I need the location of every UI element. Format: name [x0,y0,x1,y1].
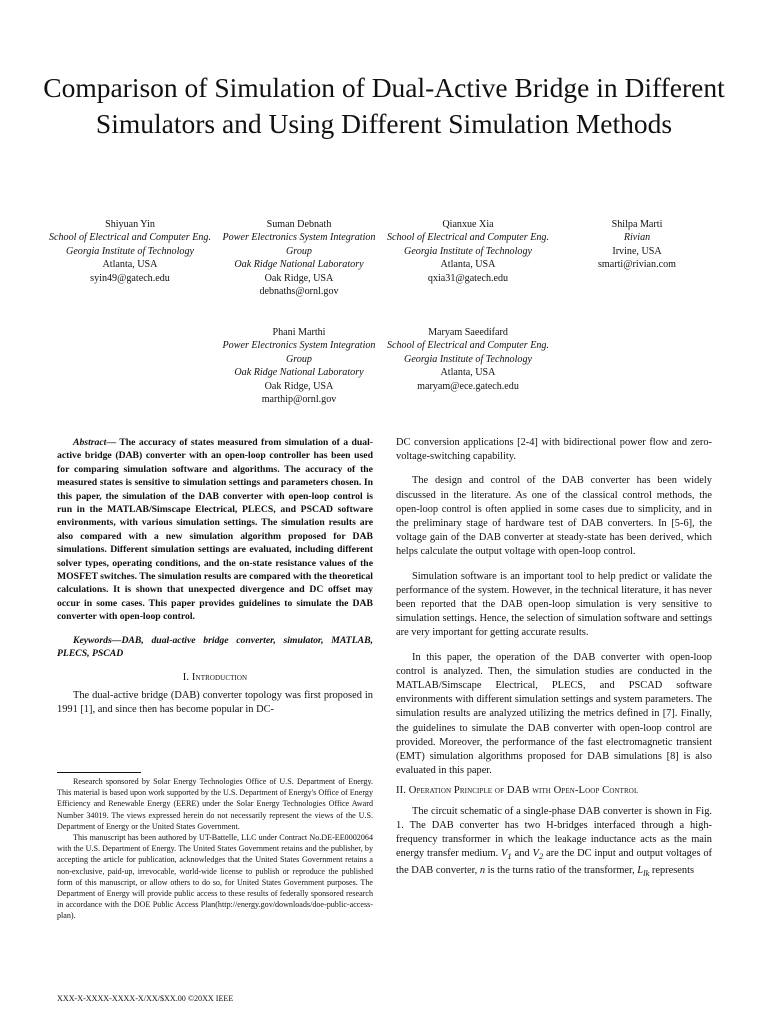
paragraph-this-paper: In this paper, the operation of the DAB converter with open-loop control is analyzed. Then, the simulation studies are conducted in the MATLAB/Simscape Electrical, PLECS, and PSCAD software environments with different simulation settings and system parameters. The simulation results are analyzed utilizing the metrics defined in [7]. Finally, the guidelines to simulate the DAB converter with open-loop control are provided. Moreover, the performance of the fast electromagnetic transient (EMT) simulation algorithms proposed for DAB simulations [8] is also evaluated in this paper. [396,651,712,777]
text-run: represents [649,864,695,876]
author-email[interactable]: maryam@ece.gatech.edu [417,380,519,392]
var-subscript: 2 [538,851,544,862]
author-name: Shiyuan Yin [105,219,155,230]
author-org: Georgia Institute of Technology [404,353,532,365]
author-block [213,326,385,406]
author-location: Atlanta, USA [102,259,158,271]
var-v2 [532,848,544,862]
author-email[interactable]: debnaths@ornl.gov [259,286,339,298]
paragraph-circuit-schematic [396,805,712,880]
author-role: School of Electrical and Computer Eng. [386,340,550,352]
var-letter: L [637,864,644,876]
author-org: Georgia Institute of Technology [66,245,194,257]
section-heading-introduction: I. Introduction [182,671,248,683]
intro-continued: DC conversion applications [2-4] with bidirectional power flow and zero-voltage-switching capability. [396,437,712,463]
author-location: Atlanta, USA [440,367,496,379]
footnote-copyright: This manuscript has been authored by UT-Battelle, LLC under Contract No.DE-EE0002064 with the U.S. Department of Energy. The United States Government retains and the publisher, by accepting the article for publication, acknowledges that the United States Government retains a non-exclusive, paid-up, irrevocable, world-wide license to publish or reproduce the published form of this manuscript, or allow others to do so, for United States Government purposes. The Department of Energy will provide public access to these results of federally sponsored research in accordance with the DOE Public Access Plan(http://energy.gov/downloads/doe-public-access-plan). [57,833,373,921]
footnote-rule [57,772,141,773]
paper-title: Comparison of Simulation of Dual-Active Bridge in Different Simulators and Using Different Simulation Methods [43,72,725,139]
author-email[interactable]: qxia31@gatech.edu [427,272,509,284]
intro-paragraph: The dual-active bridge (DAB) converter topology was first proposed in 1991 [1], and since then has become popular in DC- [57,689,373,715]
abstract-dash: — [106,437,120,448]
keywords: Keywords—DAB, dual-active bridge converter, simulator, MATLAB, PLECS, PSCAD [57,634,373,660]
author-block [382,218,554,285]
author-block [213,218,385,298]
author-name: Suman Debnath [266,219,332,230]
var-v1 [501,848,512,862]
author-org: Oak Ridge National Laboratory [234,259,364,271]
abstract-text: The accuracy of states measured from simulation of a dual-active bridge (DAB) converter with an open-loop controller has been used for comparing simulation software and algorithms. The accuracy of the measured states is sensitive to simulation settings and parameters chosen. In this paper, the simulation of the DAB converter with open-loop control is run in the MATLAB/Simscape Electrical, PLECS, and PSCAD software environments, with various simulation settings. The simulation results are also compared with a new simulation algorithm proposed for DAB simulations. Different simulation settings are evaluated, including different solver types, operating conditions, and the on-state resistance values of the MOSFET switches. The simulation results are compared with the theoretical calculations. It is shown that unexpected divergence and DC offset may occur in some cases. This paper provides guidelines to simulate the DAB converter with open-loop control. [57,437,373,623]
footnotes [57,776,373,922]
abstract-lead: Abstract [73,437,107,448]
var-letter: V [501,848,508,860]
author-role: Power Electronics System Integration Group [222,232,376,257]
author-email[interactable]: syin49@gatech.edu [90,272,170,284]
paragraph-simulation-software: Simulation software is an important tool to help predict or validate the performance of the system. However, in the technical literature, it has never been reported that the DAB open-loop simulation is very sensitive to simulation settings. Hence, the selection of simulation software and settings are very important for getting accurate results. [396,570,712,639]
left-column [57,436,373,717]
var-subscript: 1 [507,851,512,862]
author-block [551,218,723,272]
text-run: are the DC input and output voltages of the DAB converter, [396,848,713,876]
footnote-funding: Research sponsored by Solar Energy Technologies Office of U.S. Department of Energy. This material is based upon work supported by the U.S. Department of Energy's Office of Energy Efficiency and Renewable Energy (EERE) under the Solar Energy Technologies Office Award Number 34019. The views expressed herein do not necessarily represent the views of the U.S. Department of Energy or the United States Government. [57,777,373,831]
author-location: Oak Ridge, USA [264,380,334,392]
text-run: The circuit schematic of a single-phase DAB converter is shown in Fig. 1. The DAB converter has two H-bridges interfaced through a high-frequency transformer in which the leakage inductance acts as the main energy transfer medium. [396,805,712,860]
author-name: Shilpa Marti [611,219,663,230]
author-email[interactable]: marthip@ornl.gov [261,394,337,406]
ieee-code: XXX-X-XXXX-XXXX-X/XX/$XX.00 ©20XX IEEE [57,994,234,1003]
abstract [57,436,373,624]
author-name: Maryam Saeedifard [428,327,508,338]
author-name: Qianxue Xia [442,219,494,230]
author-block [44,218,216,285]
var-subscript: lk [643,867,650,878]
var-n: n [479,864,486,876]
author-email[interactable]: smarti@rivian.com [598,259,676,271]
author-role: School of Electrical and Computer Eng. [48,232,212,244]
text-run: and [511,848,533,860]
author-block [382,326,554,393]
author-org: Georgia Institute of Technology [404,245,532,257]
author-role: Power Electronics System Integration Group [222,340,376,365]
author-org: Oak Ridge National Laboratory [234,367,364,379]
section-heading-operation-principle: II. Operation Principle of DAB with Open-Loop Control [396,785,639,797]
author-location: Irvine, USA [612,245,662,257]
var-letter: V [532,848,539,860]
paragraph-design-control: The design and control of the DAB converter has been widely discussed in the literature. As one of the classical control methods, the open-loop control is often applied in some cases due to simplicity, and in the preliminary stage of hardware test of DAB converters. In [5-6], the voltage gain of the DAB converter at steady-state has been derived, which helps calculate the output voltage with open-loop control. [396,475,712,558]
author-role: Rivian [623,232,651,244]
author-location: Atlanta, USA [440,259,496,271]
var-lk [637,865,649,876]
author-name: Phani Marthi [272,327,326,338]
author-role: School of Electrical and Computer Eng. [386,232,550,244]
text-run: is the turns ratio of the transformer, [485,864,638,876]
right-column [396,436,712,880]
author-location: Oak Ridge, USA [264,272,334,284]
